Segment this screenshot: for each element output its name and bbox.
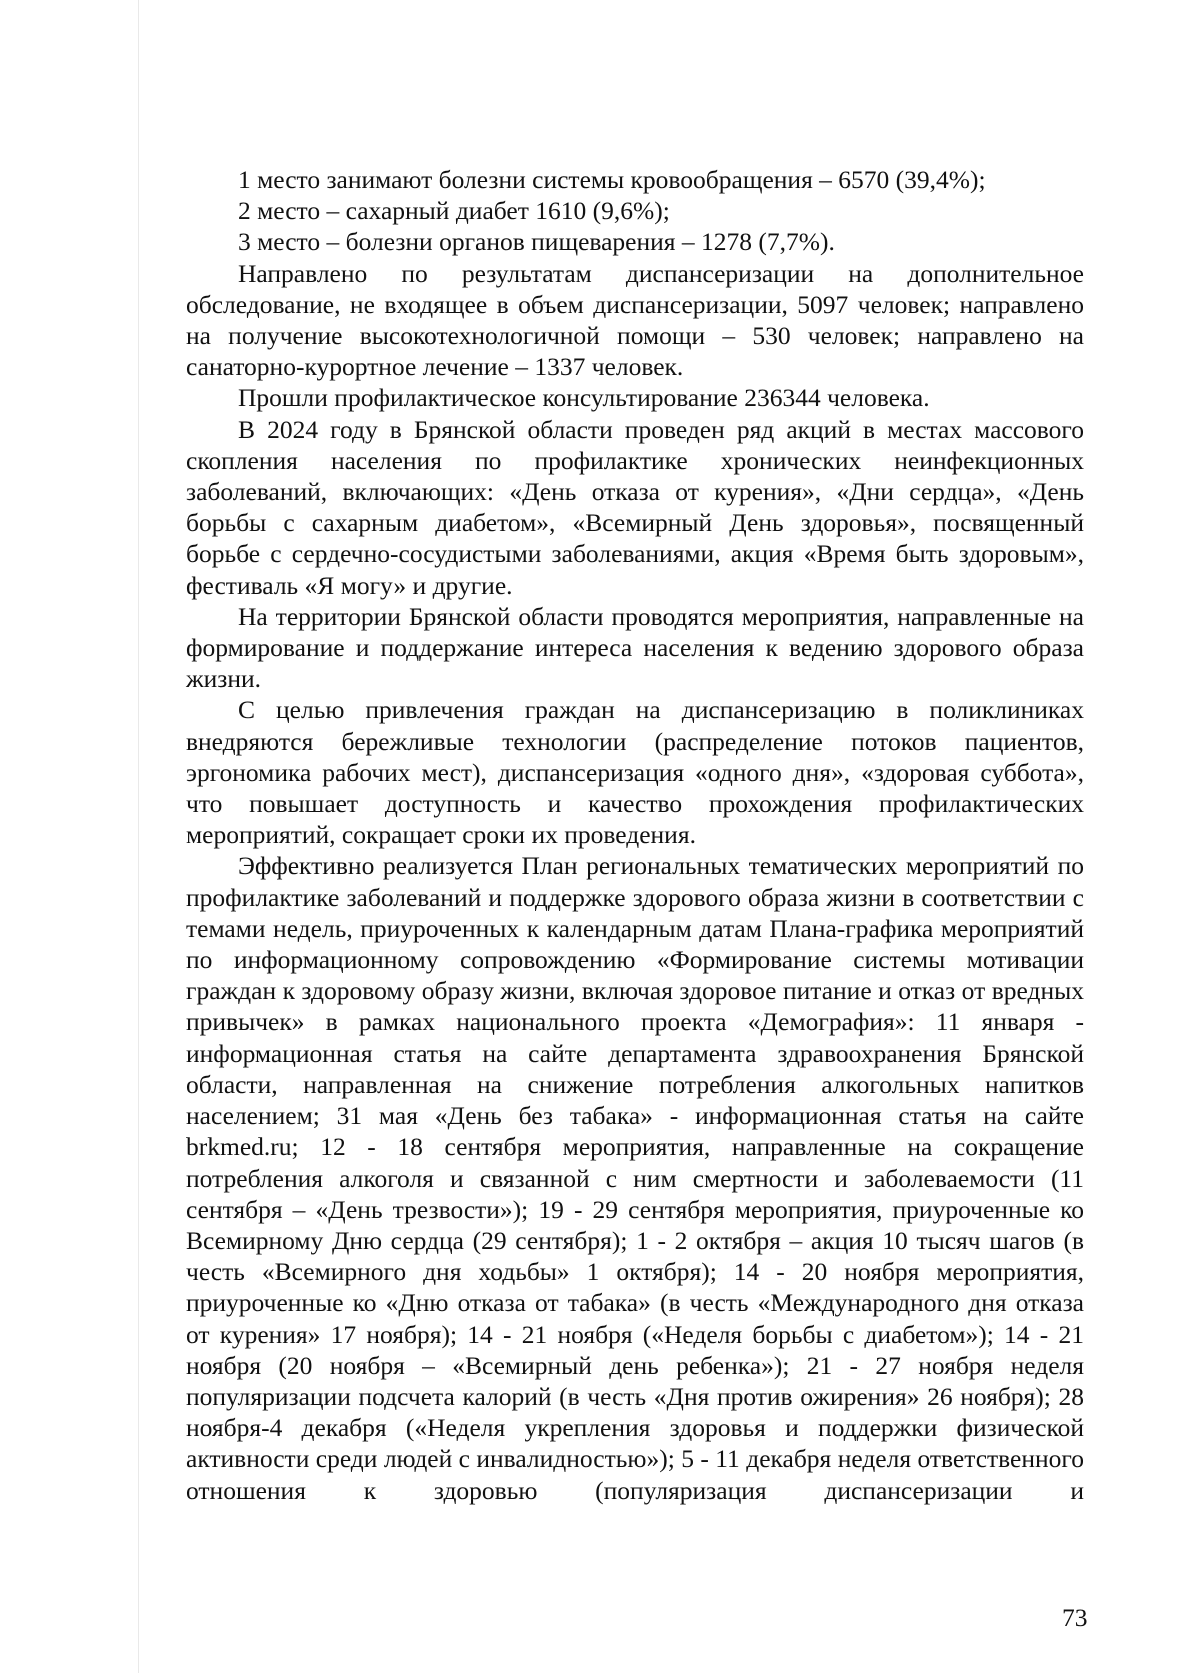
paragraph-consultations: Прошли профилактическое консультирование 236344 человека. — [238, 383, 930, 413]
scan-edge-line — [138, 0, 139, 1673]
paragraph-referrals: Направлено по результатам диспансеризации на дополнительное обследование, не входящее в объем диспансеризации, 5097 человек; направлено на получение высокотехнологичной помощи – 530 человек; направлено на санаторно-курортное лечение – 1337 человек. — [186, 258, 1084, 382]
paragraph-rank-3: 3 место – болезни органов пищеварения – 1278 (7,7%). — [238, 227, 835, 257]
paragraph-healthy-lifestyle: На территории Брянской области проводятся мероприятия, направленные на формирование и поддержание интереса населения к ведению здорового образа жизни. — [186, 601, 1084, 694]
paragraph-lean-technologies: С целью привлечения граждан на диспансеризацию в поликлиниках внедряются бережливые технологии (распределение потоков пациентов, эргономика рабочих мест), диспансеризация «одного дня», «здоровая суббота», что повышает доступность и качество прохождения профилактических мероприятий, сокращает сроки их проведения. — [186, 695, 1084, 850]
paragraph-campaigns: В 2024 году в Брянской области проведен ряд акций в местах массового скопления населения по профилактике хронических неинфекционных заболеваний, включающих: «День отказа от курения», «Дни сердца», «День борьбы с сахарным диабетом», «Всемирный День здоровья», посвященный борьбе с сердечно-сосудистыми заболеваниями, акция «Время быть здоровым», фестиваль «Я могу» и другие. — [186, 414, 1084, 600]
paragraph-thematic-plan: Эффективно реализуется План региональных тематических мероприятий по профилактике заболеваний и поддержке здорового образа жизни в соответствии с темами недель, приуроченных к календарным датам Плана-графика мероприятий по информационному сопровождению «Формирование системы мотивации граждан к здоровому образу жизни, включая здоровое питание и отказ от вредных привычек» в рамках национального проекта «Демография»: 11 января - информационная статья на сайте департамента здравоохранения Брянской области, направленная на снижение потребления алкогольных напитков населением; 31 мая «День без табака» - информационная статья на сайте brkmed.ru; 12 - 18 сентября мероприятия, направленные на сокращение потребления алкоголя и связанной с ним смертности и заболеваемости (11 сентября – «День трезвости»); 19 - 29 сентября мероприятия, приуроченные ко Всемирному Дню сердца (29 сентября); 1 - 2 октября – акция 10 тысяч шагов (в честь «Всемирного дня ходьбы» 1 октября); 14 - 20 ноября мероприятия, приуроченные ко «Дню отказа от табака» (в честь «Международного дня отказа от курения» 17 ноября); 14 - 21 ноября («Неделя борьбы с диабетом»); 14 - 21 ноября (20 ноября – «Всемирный день ребенка»); 21 - 27 ноября неделя популяризации подсчета калорий (в честь «Дня против ожирения» 26 ноября); 28 ноября-4 декабря («Неделя укрепления здоровья и поддержки физической активности среди людей с инвалидностью»); 5 - 11 декабря неделя ответственного отношения к здоровью (популяризация диспансеризации и — [186, 851, 1084, 1505]
page-body — [186, 164, 1084, 1506]
paragraph-rank-1: 1 место занимают болезни системы кровообращения – 6570 (39,4%); — [238, 165, 986, 194]
paragraph-rank-2: 2 место – сахарный диабет 1610 (9,6%); — [238, 196, 670, 226]
page-number: 73 — [1062, 1603, 1088, 1632]
